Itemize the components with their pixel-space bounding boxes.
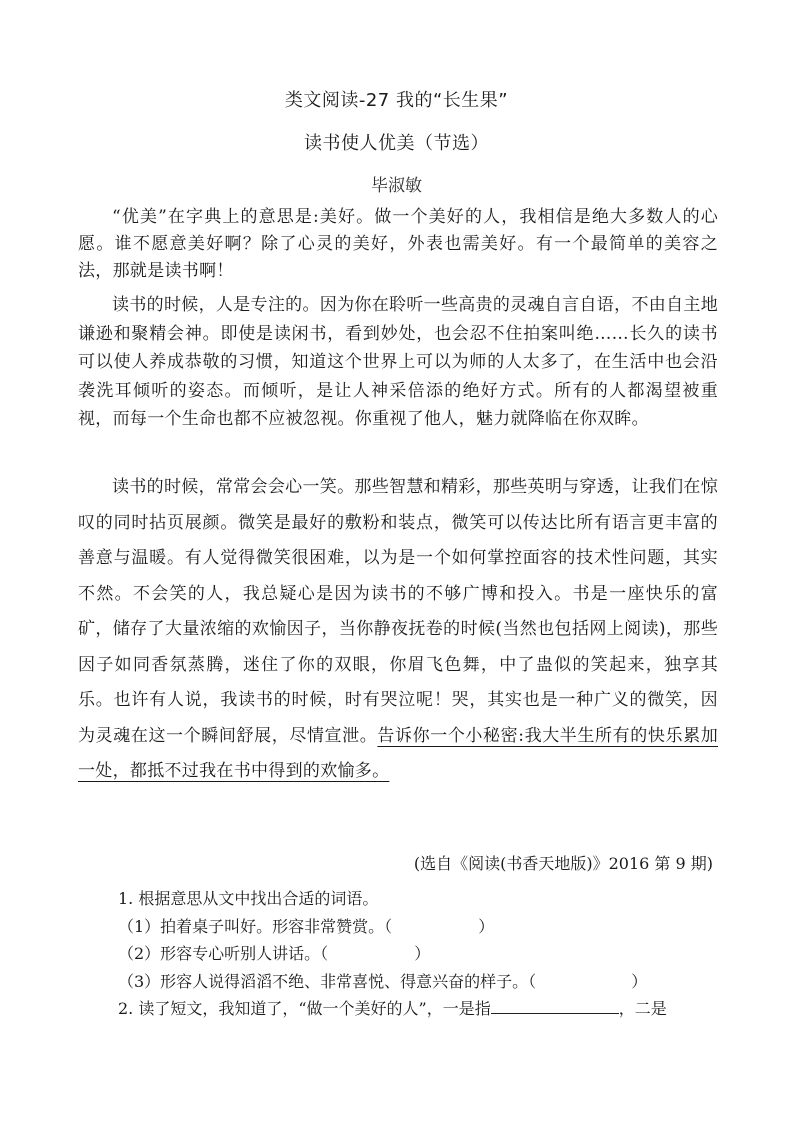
question-1-3 [118,968,720,996]
article-title: 读书使人优美（节选） [304,133,489,154]
question-1: 1. 根据意思从文中找出合适的词语。 [118,889,379,908]
question-1-1 [118,913,720,941]
paragraph-3 [78,470,718,790]
underlined-sentence: 告诉你一个小秘密:我大半生所有的快乐累加一处，都抵不过我在书中得到的欢愉多。 [78,725,718,781]
question-1-3-text: （3）形容人说得滔滔不绝、非常喜悦、得意兴奋的样子。（ [118,971,537,991]
page-title: 类文阅读-27 我的“长生果” [284,90,509,111]
paragraph-3-text [78,470,718,790]
close-paren: ） [478,916,495,936]
paragraph-1-text: “优美”在字典上的意思是:美好。做一个美好的人，我相信是绝大多数人的心愿。谁不愿意美好啊？除了心灵的美好，外表也需美好。有一个最简单的美容之法，那就是读书啊！ [78,207,718,281]
questions-section [118,885,720,1023]
question-2-continue: ，二是 [618,999,667,1018]
close-paren: ） [631,971,648,991]
answer-line-2[interactable] [491,999,619,1014]
paragraph-2-text: 读书的时候，人是专注的。因为你在聆听一些高贵的灵魂自言自语，不由自主地谦逊和聚精会神。即使是读闲书，看到妙处，也会忍不住拍案叫绝……长久的读书可以使人养成恭敬的习惯，知道这个世界上可以为师的人太多了，在生活中也会沿袭洗耳倾听的姿态。而倾听，是让人神采倍添的绝好方式。所有的人都渴望被重视，而每一个生命也都不应被忽视。你重视了他人，魅力就降临在你双眸。 [78,295,718,429]
question-1-2-text: （2）形容专心听别人讲话。（ [118,944,329,963]
question-2 [118,995,720,1023]
question-1-2 [118,940,720,968]
paragraph-3-main: 读书的时候，常常会会心一笑。那些智慧和精彩，那些英明与穿透，让我们在惊叹的同时拈页展颜。微笑是最好的敷粉和装点，微笑可以传达比所有语言更丰富的善意与温暖。有人觉得微笑很困难，以为是一个如何掌控面容的技术性问题，其实不然。不会笑的人，我总疑心是因为读书的不够广博和投入。书是一座快乐的富矿，储存了大量浓缩的欢愉因子，当你静夜抚卷的时候(当然也包括网上阅读)，那些因子如同香氛蒸腾，迷住了你的双眼，你眉飞色舞，中了蛊似的笑起来，独享其乐。也许有人说，我读书的时候，时有哭泣呢！哭，其实也是一种广义的微笑，因为灵魂在这一个瞬间舒展，尽情宣泄。 [78,477,718,746]
close-paren: ） [414,944,431,963]
source-citation: (选自《阅读(书香天地版)》2016 第 9 期) [413,854,713,873]
paragraph-1 [78,204,718,285]
author-name: 毕淑敏 [371,176,422,196]
question-2-text: 2. 读了短文，我知道了，“做一个美好的人”，一是指 [118,999,491,1018]
question-1-1-text: （1）拍着桌子叫好。形容非常赞赏。（ [118,916,393,936]
paragraph-2 [78,291,718,434]
